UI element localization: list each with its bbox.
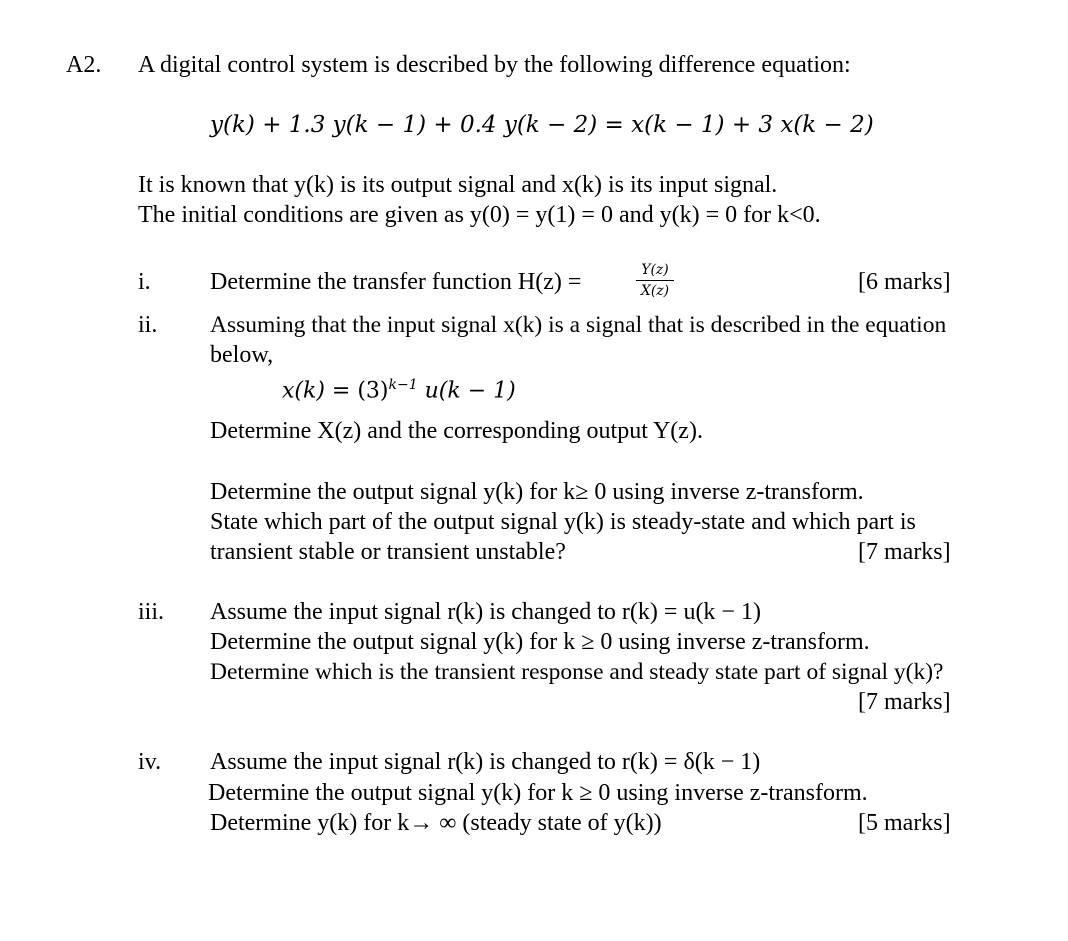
transfer-function-fraction <box>636 262 674 299</box>
part-iii-marks: [7 marks] <box>858 689 951 715</box>
part-iii-line1: Assume the input signal r(k) is changed to r(k) = u(k − 1) <box>210 599 761 625</box>
part-iv-marks: [5 marks] <box>858 810 951 836</box>
part-ii-line3: Determine X(z) and the corresponding output Y(z). <box>210 418 703 444</box>
difference-equation: y(k) + 1.3 y(k − 1) + 0.4 y(k − 2) = x(k − 1) + 3 x(k − 2) <box>210 112 874 138</box>
question-number: A2. <box>66 52 102 78</box>
fraction-bar <box>636 280 674 281</box>
part-iii-line3: Determine which is the transient response and steady state part of signal y(k)? <box>210 659 944 685</box>
question-intro: A digital control system is described by the following difference equation: <box>138 52 851 78</box>
fraction-denominator: X(z) <box>640 283 670 299</box>
part-iv-line2: Determine the output signal y(k) for k ≥ 0 using inverse z-transform. <box>208 780 868 806</box>
fraction-numerator: Y(z) <box>641 262 669 278</box>
known-line-2: The initial conditions are given as y(0) = y(1) = 0 and y(k) = 0 for k<0. <box>138 202 821 228</box>
part-ii-line2: below, <box>210 342 274 368</box>
part-iv-label: iv. <box>138 749 162 775</box>
part-iii-line2: Determine the output signal y(k) for k ≥ 0 using inverse z-transform. <box>210 629 870 655</box>
part-ii-line6: transient stable or transient unstable? <box>210 539 566 565</box>
input-eq-base: (3) <box>357 378 389 404</box>
input-eq-exponent: k−1 <box>388 377 418 393</box>
known-line-1: It is known that y(k) is its output signal and x(k) is its input signal. <box>138 172 778 198</box>
part-i-text: Determine the transfer function H(z) = <box>210 269 582 295</box>
input-eq-lhs: x(k) = <box>282 378 351 404</box>
part-iv-line1: Assume the input signal r(k) is changed to r(k) = δ(k − 1) <box>210 749 761 775</box>
part-i-label: i. <box>138 269 151 295</box>
input-eq-rest: u(k − 1) <box>424 378 516 404</box>
part-ii-line5: State which part of the output signal y(k) is steady-state and which part is <box>210 509 916 535</box>
part-ii-line4: Determine the output signal y(k) for k≥ 0 using inverse z-transform. <box>210 479 864 505</box>
part-iii-label: iii. <box>138 599 165 625</box>
part-i-marks: [6 marks] <box>858 269 951 295</box>
part-ii-marks: [7 marks] <box>858 539 951 565</box>
part-iv-line3: Determine y(k) for k→ ∞ (steady state of y(k)) <box>210 810 662 836</box>
part-ii-input-equation <box>282 370 516 406</box>
part-ii-label: ii. <box>138 312 158 338</box>
part-ii-line1: Assuming that the input signal x(k) is a signal that is described in the equation <box>210 312 947 338</box>
